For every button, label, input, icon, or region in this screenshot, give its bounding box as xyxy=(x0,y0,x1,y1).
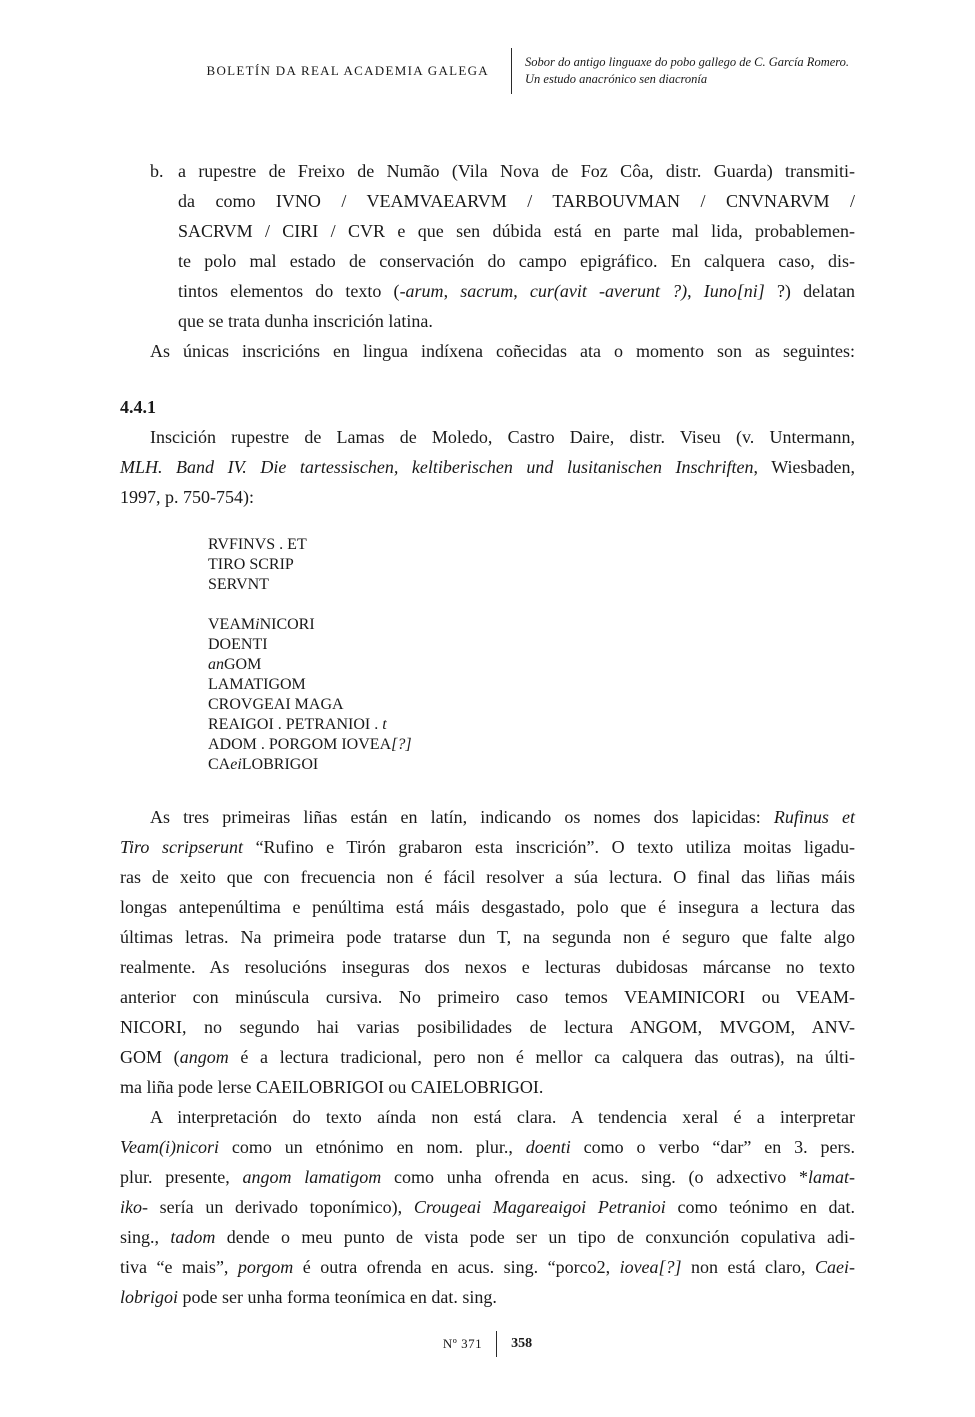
text-run: LOBRIGOI xyxy=(241,756,319,773)
text-run: NICORI xyxy=(259,616,315,633)
text-line xyxy=(120,892,855,922)
text-line xyxy=(208,675,855,695)
italic-text-run: doenti xyxy=(525,1137,571,1157)
text-run: como o verbo “dar” en 3. pers. xyxy=(570,1137,855,1157)
text-run: a rupestre de Freixo de Numão (Vila Nova de Foz Côa, distr. Guarda) transmiti- xyxy=(178,161,855,181)
italic-text-run: Iuno[ni] xyxy=(703,281,765,301)
italic-text-run: MLH. Band IV. Die tartessischen, keltiberischen und lusitanischen Inschriften xyxy=(120,457,754,477)
text-line xyxy=(208,595,855,615)
text-run: SERVNT xyxy=(208,576,269,593)
italic-text-run: angom xyxy=(179,1047,229,1067)
text-run: ?) delatan xyxy=(764,281,856,301)
text-line xyxy=(178,216,855,246)
text-run: últimas letras. Na primeira pode tratarse dun T, na segunda non é seguro que falte algo xyxy=(120,927,855,947)
text-line xyxy=(208,715,855,735)
text-line xyxy=(178,186,855,216)
italic-text-run: iovea[?] xyxy=(619,1257,682,1277)
text-run: que se trata dunha inscrición latina. xyxy=(178,311,433,331)
text-line xyxy=(120,452,855,482)
text-line xyxy=(178,156,855,186)
text-line xyxy=(208,535,855,555)
page-header xyxy=(0,48,975,94)
list-item-text xyxy=(178,156,855,336)
paragraph-citation xyxy=(120,422,855,512)
italic-text-run: an xyxy=(208,656,224,673)
italic-text-run: -arum xyxy=(399,281,444,301)
text-run: é outra ofrenda en acus. sing. “porco2, xyxy=(293,1257,620,1277)
text-line xyxy=(120,1162,855,1192)
italic-text-run: cur(avit -averunt ?) xyxy=(529,281,688,301)
page-body xyxy=(120,156,855,1312)
journal-name: BOLETÍN DA REAL ACADEMIA GALEGA xyxy=(206,63,489,78)
text-run: , Wiesbaden, xyxy=(753,457,855,477)
italic-text-run: Veam(i)nicori xyxy=(120,1137,219,1157)
italic-text-run: [?] xyxy=(391,736,412,753)
page-number: 358 xyxy=(511,1336,533,1351)
article-subtitle: Un estudo anacrónico sen diacronía xyxy=(525,72,708,86)
text-line xyxy=(208,615,855,635)
text-run: A interpretación do texto aínda non está clara. A tendencia xeral é a interpretar xyxy=(150,1107,855,1127)
italic-text-run: ei xyxy=(230,756,242,773)
text-run: , xyxy=(443,281,461,301)
text-line xyxy=(120,952,855,982)
text-run: GOM xyxy=(224,656,262,673)
text-line xyxy=(208,635,855,655)
issue-number: Nº 371 xyxy=(442,1336,483,1351)
text-run: ADOM . PORGOM IOVEA xyxy=(208,736,392,753)
italic-text-run: Caei- xyxy=(814,1257,855,1277)
text-run: como un etnónimo en nom. plur., xyxy=(218,1137,526,1157)
text-line xyxy=(120,1072,855,1102)
text-run: TIRO SCRIP xyxy=(208,556,294,573)
text-line xyxy=(178,276,855,306)
italic-text-run: angom lamatigom xyxy=(242,1167,382,1187)
text-run: NICORI, no segundo hai varias posibilidades de lectura ANGOM, MVGOM, ANV- xyxy=(120,1017,855,1037)
paragraph-analysis xyxy=(120,802,855,1102)
text-run: sing., xyxy=(120,1227,171,1247)
italic-text-run: porgom xyxy=(237,1257,294,1277)
text-run: tintos elementos do texto ( xyxy=(178,281,400,301)
text-run: RVFINVS . ET xyxy=(208,536,307,553)
text-line xyxy=(120,1222,855,1252)
footer-divider xyxy=(496,1331,497,1357)
text-run: 1997, p. 750-754): xyxy=(120,487,254,507)
italic-text-run: t xyxy=(382,716,387,733)
text-run: CROVGEAI MAGA xyxy=(208,696,344,713)
paragraph-intro xyxy=(120,336,855,366)
text-run: sería un derivado toponímico), xyxy=(147,1197,414,1217)
text-line xyxy=(178,246,855,276)
text-line xyxy=(120,862,855,892)
text-run: LAMATIGOM xyxy=(208,676,306,693)
text-line xyxy=(120,1042,855,1072)
page-footer xyxy=(0,1331,975,1357)
text-run: Inscición rupestre de Lamas de Moledo, Castro Daire, distr. Viseu (v. Untermann, xyxy=(150,427,855,447)
text-run: REAIGOI . PETRANIOI . xyxy=(208,716,383,733)
italic-text-run: lobrigoi xyxy=(120,1287,179,1307)
text-run: é a lectura tradicional, pero non é mellor ca calquera das outras), na últi- xyxy=(228,1047,856,1067)
italic-text-run: Tiro scripserunt xyxy=(120,837,243,857)
italic-text-run: sacrum xyxy=(460,281,514,301)
italic-text-run: iko- xyxy=(120,1197,148,1217)
text-line xyxy=(208,555,855,575)
text-line xyxy=(120,1282,855,1312)
text-line xyxy=(208,755,855,775)
text-run: DOENTI xyxy=(208,636,268,653)
text-run: ma liña pode lerse CAEILOBRIGOI ou CAIELOBRIGOI. xyxy=(120,1077,544,1097)
article-title: Sobor do antigo linguaxe do pobo gallego de C. García Romero. xyxy=(525,54,850,69)
text-line xyxy=(120,1132,855,1162)
article-reference xyxy=(512,54,849,89)
text-run: , xyxy=(687,281,704,301)
text-run: CA xyxy=(208,756,231,773)
inscription-block xyxy=(120,535,855,775)
text-line xyxy=(120,922,855,952)
italic-text-run: Rufinus et xyxy=(773,807,855,827)
text-run: non está claro, xyxy=(681,1257,815,1277)
text-run: dende o meu punto de vista pode ser un tipo de conxunción copulativa adi- xyxy=(215,1227,856,1247)
text-line xyxy=(120,1012,855,1042)
text-run: tiva “e mais”, xyxy=(120,1257,238,1277)
text-line xyxy=(120,982,855,1012)
text-line xyxy=(208,655,855,675)
list-item-marker: b. xyxy=(150,161,164,181)
text-run: GOM ( xyxy=(120,1047,180,1067)
text-run: VEAM xyxy=(208,616,256,633)
paragraph-interpretation xyxy=(120,1102,855,1312)
text-line xyxy=(120,832,855,862)
italic-text-run: lamat- xyxy=(808,1167,855,1187)
text-run: como unha ofrenda en acus. sing. (o adxectivo * xyxy=(381,1167,808,1187)
text-line xyxy=(120,802,855,832)
text-run: , xyxy=(513,281,530,301)
text-line xyxy=(208,575,855,595)
text-line xyxy=(208,695,855,715)
text-run: realmente. As resolucións inseguras dos nexos e lecturas dubidosas márcanse no texto xyxy=(120,957,855,977)
italic-text-run: tadom xyxy=(170,1227,216,1247)
section-heading: 4.4.1 xyxy=(120,397,156,417)
text-line xyxy=(120,1192,855,1222)
italic-text-run: i xyxy=(255,616,260,633)
text-run: SACRVM / CIRI / CVR e que sen dúbida está en parte mal lida, probablemen- xyxy=(178,221,855,241)
text-line xyxy=(120,1252,855,1282)
text-run: ras de xeito que con frecuencia non é fácil resolver a súa lectura. O final das liñas máis xyxy=(120,867,855,887)
text-run: As tres primeiras liñas están en latín, indicando os nomes dos lapicidas: xyxy=(150,807,774,827)
text-run: plur. presente, xyxy=(120,1167,243,1187)
text-run: longas antepenúltima e penúltima está máis desgastado, polo que é insegura a lectura das xyxy=(120,897,855,917)
text-line xyxy=(120,336,855,366)
text-line xyxy=(120,1102,855,1132)
text-run: te polo mal estado de conservación do campo epigráfico. En calquera caso, dis- xyxy=(178,251,855,271)
text-line xyxy=(120,482,855,512)
text-line xyxy=(120,422,855,452)
text-run: como teónimo en dat. xyxy=(665,1197,855,1217)
text-line xyxy=(178,306,855,336)
text-run: As únicas inscricións en lingua indíxena coñecidas ata o momento son as seguintes: xyxy=(150,341,855,361)
text-run: pode ser unha forma teonímica en dat. sing. xyxy=(178,1287,497,1307)
italic-text-run: Crougeai Magareaigoi Petranioi xyxy=(413,1197,666,1217)
text-run: da como IVNO / VEAMVAEARVM / TARBOUVMAN / CNVNARVM / xyxy=(178,191,855,211)
text-run: anterior con minúscula cursiva. No primeiro caso temos VEAMINICORI ou VEAM- xyxy=(120,987,855,1007)
text-line xyxy=(208,735,855,755)
list-item-b xyxy=(120,156,855,336)
text-run: “Rufino e Tirón grabaron esta inscrición”. O texto utiliza moitas ligadu- xyxy=(242,837,856,857)
